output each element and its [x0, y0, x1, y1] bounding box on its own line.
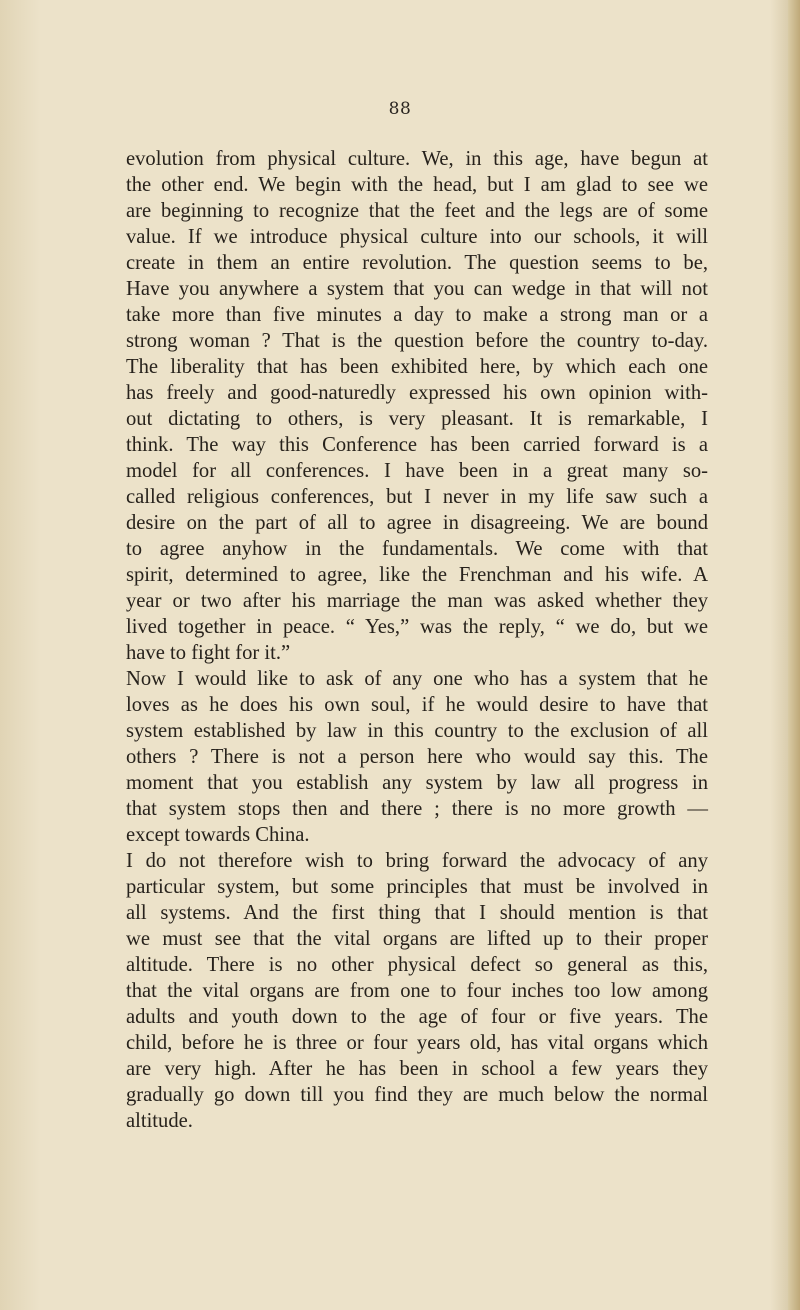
text-line: think. The way this Conference has been carried forward is a — [126, 434, 708, 456]
text-line: to agree anyhow in the fundamentals. We come with that — [126, 538, 708, 560]
text-line: I do not therefore wish to bring forward the advocacy of any — [126, 850, 708, 872]
text-line: child, before he is three or four years old, has vital organs which — [126, 1032, 708, 1054]
text-line: has freely and good-naturedly expressed his own opinion with- — [126, 382, 708, 404]
text-line: year or two after his marriage the man was asked whether they — [126, 590, 708, 612]
text-line: take more than five minutes a day to make a strong man or a — [126, 304, 708, 326]
text-line: altitude. There is no other physical defect so general as this, — [126, 954, 708, 976]
text-line: altitude. — [126, 1110, 193, 1132]
text-line: all systems. And the first thing that I should mention is that — [126, 902, 708, 924]
paragraph-3 — [126, 848, 708, 1134]
text-line: loves as he does his own soul, if he would desire to have that — [126, 694, 708, 716]
text-line: spirit, determined to agree, like the Frenchman and his wife. A — [126, 564, 708, 586]
text-line: are very high. After he has been in school a few years they — [126, 1058, 708, 1080]
text-line: adults and youth down to the age of four or five years. The — [126, 1006, 708, 1028]
text-line: are beginning to recognize that the feet and the legs are of some — [126, 200, 708, 222]
paragraph-2 — [126, 666, 708, 848]
text-line: Have you anywhere a system that you can wedge in that will not — [126, 278, 708, 300]
text-line: that system stops then and there ; there is no more growth — — [126, 798, 708, 820]
text-line: model for all conferences. I have been in a great many so- — [126, 460, 708, 482]
paragraph-1 — [126, 146, 708, 666]
body-text — [126, 146, 708, 1134]
text-line: we must see that the vital organs are lifted up to their proper — [126, 928, 708, 950]
text-line: gradually go down till you find they are much below the normal — [126, 1084, 708, 1106]
text-line: the other end. We begin with the head, but I am glad to see we — [126, 174, 708, 196]
text-line: out dictating to others, is very pleasant. It is remarkable, I — [126, 408, 708, 430]
page-number: 88 — [388, 99, 412, 119]
text-line: that the vital organs are from one to four inches too low among — [126, 980, 708, 1002]
page-edge — [788, 0, 800, 1310]
text-line: system established by law in this country to the exclusion of all — [126, 720, 708, 742]
text-line: called religious conferences, but I never in my life saw such a — [126, 486, 708, 508]
text-line: others ? There is not a person here who would say this. The — [126, 746, 708, 768]
text-line: value. If we introduce physical culture into our schools, it will — [126, 226, 708, 248]
text-line: evolution from physical culture. We, in this age, have begun at — [126, 148, 708, 170]
text-line: desire on the part of all to agree in disagreeing. We are bound — [126, 512, 708, 534]
text-line: moment that you establish any system by law all progress in — [126, 772, 708, 794]
text-line: create in them an entire revolution. The question seems to be, — [126, 252, 708, 274]
text-line: have to fight for it.” — [126, 642, 291, 664]
text-line: strong woman ? That is the question before the country to-day. — [126, 330, 708, 352]
text-line: The liberality that has been exhibited here, by which each one — [126, 356, 708, 378]
text-line: Now I would like to ask of any one who has a system that he — [126, 668, 708, 690]
text-line: except towards China. — [126, 824, 310, 846]
text-line: particular system, but some principles that must be involved in — [126, 876, 708, 898]
text-line: lived together in peace. “ Yes,” was the reply, “ we do, but we — [126, 616, 708, 638]
